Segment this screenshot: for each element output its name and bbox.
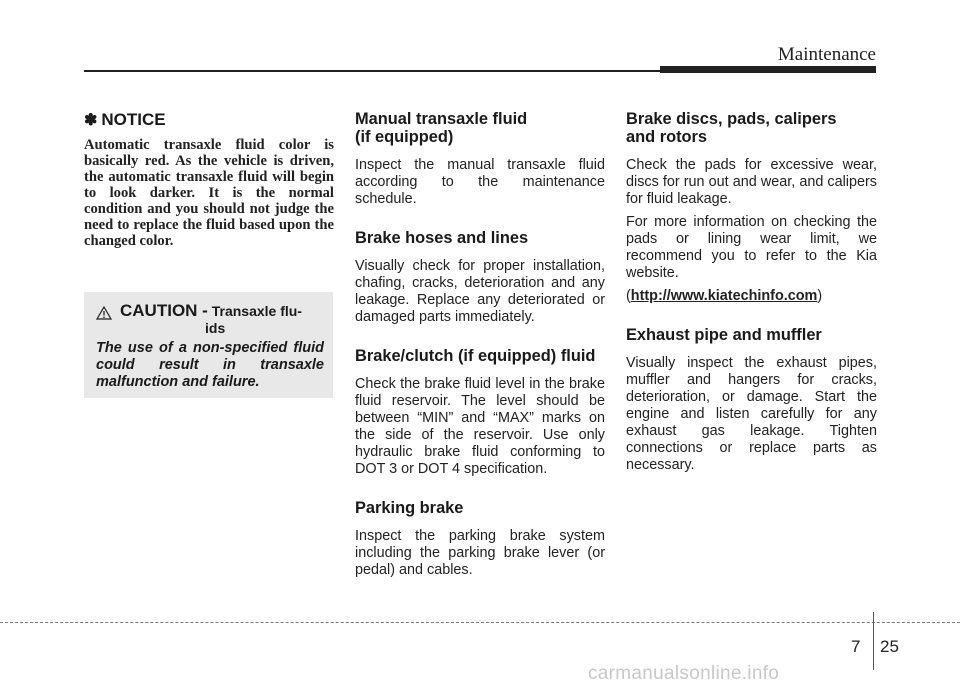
notice-section [84,110,334,249]
notice-star-icon: ✽ [84,112,98,129]
caution-label: CAUTION - [120,301,208,320]
more-info-text: For more information on checking the pads or lining wear limit, we recommend you to refer to the Kia website. [626,214,877,281]
chapter-number: 7 [851,637,861,656]
column-3 [626,110,877,480]
kia-link-line: (http://www.kiatechinfo.com) [626,288,823,304]
caution-body: The use of a non-specified fluid could result in transaxle malfunction and failure. [96,340,324,390]
column-2 [355,110,605,585]
brake-hoses-text: Visually check for proper installation, chafing, cracks, deterioration and any leakage. Replace any deteriorated or damaged parts immediately. [355,258,605,325]
manual-transaxle-heading [355,110,605,146]
manual-transaxle-text: Inspect the manual transaxle fluid according to the maintenance schedule. [355,157,605,207]
header-rule-accent [660,66,876,73]
page-header-title: Maintenance [777,44,876,65]
caution-title-line1: Transaxle flu- [211,303,302,319]
parking-brake-text: Inspect the parking brake system including the parking brake lever (or pedal) and cables. [355,528,605,578]
caution-title [120,302,325,337]
discs-heading-line2: and rotors [626,128,708,146]
discs-heading-line1: Brake discs, pads, calipers [626,110,837,128]
caution-box [84,292,333,398]
header-rule [84,70,662,72]
footer-divider [873,612,874,670]
notice-heading [84,110,334,130]
warning-triangle-icon [96,306,112,320]
caution-title-line2: ids [205,320,226,336]
notice-text: Automatic transaxle fluid color is basically red. As the vehicle is driven, the automatic transaxle fluid will begin to look darker. It is the normal condition and you should not judge the need to replace the fluid based upon the changed color. [84,137,334,249]
notice-heading-label: NOTICE [101,110,166,129]
brake-clutch-text: Check the brake fluid level in the brake fluid reservoir. The level should be between “MIN” and “MAX” marks on the side of the reservoir. Use only hydraulic brake fluid conforming to DOT 3 or DOT 4 specification. [355,376,605,477]
parking-brake-heading: Parking brake [355,499,464,517]
kiatechinfo-link[interactable]: http://www.kiatechinfo.com [630,288,818,304]
manual-heading-line2: (if equipped) [355,128,454,146]
watermark: carmanualsonline.info [588,663,780,684]
brake-hoses-heading: Brake hoses and lines [355,229,529,247]
brake-discs-heading [626,110,877,146]
brake-clutch-heading: Brake/clutch (if equipped) fluid [355,347,596,365]
brake-discs-text: Check the pads for excessive wear, discs for run out and wear, and calipers for fluid leakage. [626,157,877,207]
footer-rule [0,622,960,623]
exhaust-heading: Exhaust pipe and muffler [626,326,822,344]
manual-heading-line1: Manual transaxle fluid [355,110,528,128]
exhaust-text: Visually inspect the exhaust pipes, muffler and hangers for cracks, deterioration, or damage. Start the engine and listen carefully for any exhaust gas leakage. Tighten connections or replace parts as necessary. [626,355,877,473]
page-number: 25 [880,637,899,656]
